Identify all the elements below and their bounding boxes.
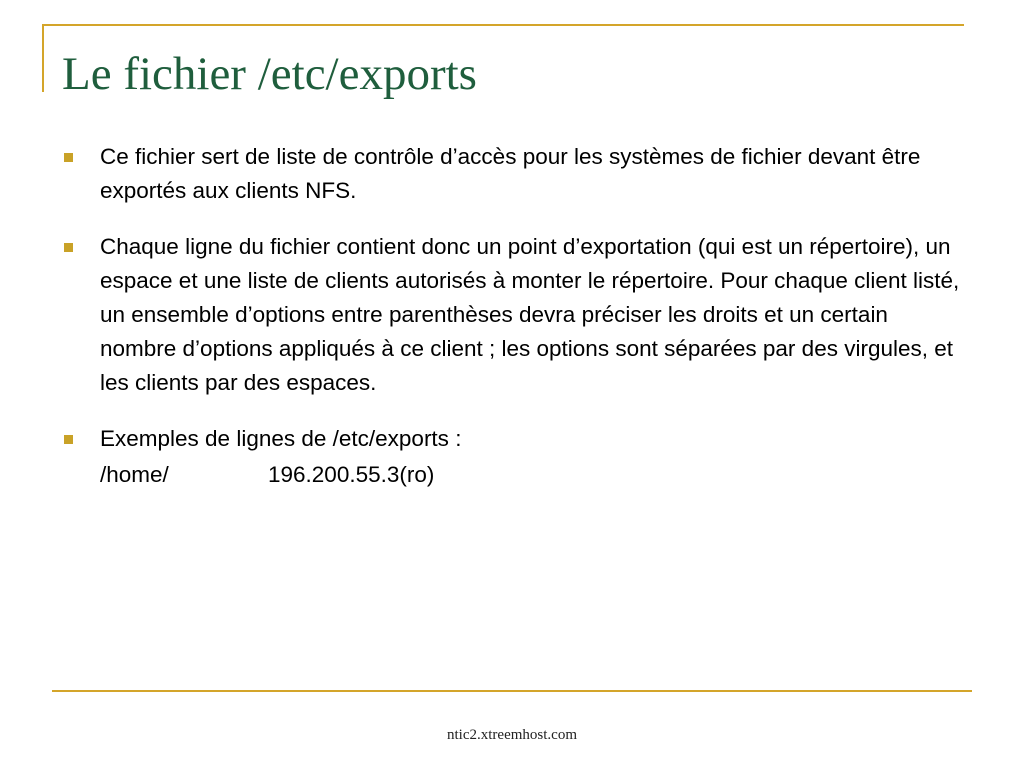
square-bullet-icon xyxy=(64,243,73,252)
square-bullet-icon xyxy=(64,153,73,162)
slide-title: Le fichier /etc/exports xyxy=(62,48,477,100)
footer-source: ntic2.xtreemhost.com xyxy=(447,727,577,743)
slide-body xyxy=(62,140,962,514)
square-bullet-icon xyxy=(64,435,73,444)
left-accent-rule xyxy=(42,24,44,92)
bullet-item-line-format xyxy=(62,230,962,400)
example-path: /home/ xyxy=(100,462,169,487)
top-accent-rule xyxy=(42,24,964,26)
example-export-line xyxy=(100,458,962,492)
bullet-item-access-control xyxy=(62,140,962,208)
example-client: 196.200.55.3(ro) xyxy=(268,462,435,487)
bullet-text: Chaque ligne du fichier contient donc un point d’exportation (qui est un répertoire), un espace et une liste de clients autorisés à monter le répertoire. Pour chaque client listé, un ensemble d’options entre parenthèses devra préciser les droits et un certain nombre d’options appliqués à ce client ; les options sont séparées par des virgules, et les clients par des espaces. xyxy=(100,234,960,395)
bullet-text: Exemples de lignes de /etc/exports : xyxy=(100,426,462,451)
bullet-item-examples xyxy=(62,422,962,492)
footer-rule xyxy=(52,690,972,692)
bullet-text: Ce fichier sert de liste de contrôle d’accès pour les systèmes de fichier devant être exportés aux clients NFS. xyxy=(100,144,921,203)
